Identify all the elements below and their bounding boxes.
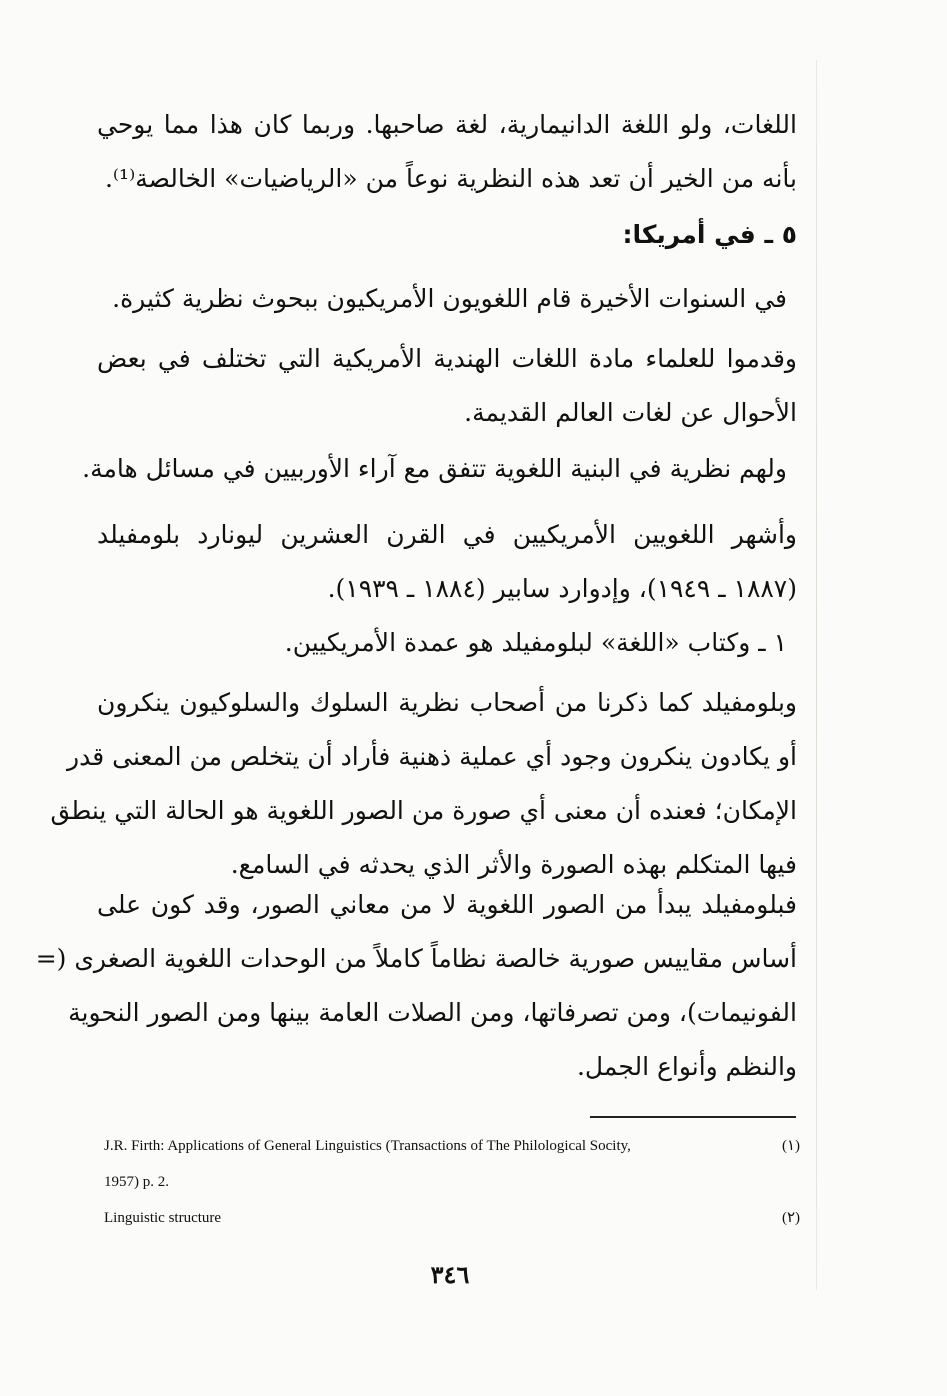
paragraph-7 (97, 616, 787, 670)
text-line: وأشهر اللغويين الأمريكيين في القرن العشرين ليونارد بلومفيلد (97, 520, 797, 549)
text-line: اللغات، ولو اللغة الدانيمارية، لغة صاحبها. وربما كان هذا مما يوحي (97, 110, 797, 139)
footnote-marker: (١) (781, 1138, 800, 1154)
footnote-text: 1957) p. 2. (104, 1174, 169, 1190)
section-heading (97, 208, 797, 262)
paragraph-6 (97, 508, 797, 616)
paragraph-3 (97, 272, 787, 326)
footnote-text: J.R. Firth: Applications of General Linguistics (Transactions of The Philological Socity, (104, 1138, 631, 1154)
paragraph-8 (50, 676, 797, 892)
text-line: ولهم نظرية في البنية اللغوية تتفق مع آراء الأوربيين في مسائل هامة. (82, 454, 787, 483)
page-fold-line (816, 60, 817, 1290)
text-line: أساس مقاييس صورية خالصة نظاماً كاملاً من الوحدات اللغوية الصغرى (= (35, 944, 797, 973)
text-line: بأنه من الخير أن تعد هذه النظرية نوعاً من «الرياضيات» الخالصة⁽¹⁾. (104, 164, 797, 193)
footnote-marker: (٢) (781, 1210, 800, 1226)
paragraph-4 (97, 332, 797, 440)
text-line: فيها المتكلم بهذه الصورة والأثر الذي يحدثه في السامع. (230, 850, 797, 879)
heading-text: ٥ ـ في أمريكا: (622, 220, 797, 249)
footnote-text: Linguistic structure (104, 1210, 222, 1226)
paragraph-1 (97, 98, 797, 206)
text-line: وقدموا للعلماء مادة اللغات الهندية الأمريكية التي تختلف في بعض (97, 344, 797, 373)
text-line: الأحوال عن لغات العالم القديمة. (464, 398, 797, 427)
text-line: أو يكادون ينكرون وجود أي عملية ذهنية فأراد أن يتخلص من المعنى قدر (67, 742, 797, 771)
paragraph-9 (35, 878, 797, 1094)
text-line: فبلومفيلد يبدأ من الصور اللغوية لا من معاني الصور، وقد كون على (97, 890, 797, 919)
text-line: في السنوات الأخيرة قام اللغويون الأمريكيون ببحوث نظرية كثيرة. (112, 284, 787, 313)
text-line: الإمكان؛ فعنده أن معنى أي صورة من الصور اللغوية هو الحالة التي ينطق (50, 796, 797, 825)
text-line: وبلومفيلد كما ذكرنا من أصحاب نظرية السلوك والسلوكيون ينكرون (97, 688, 797, 717)
text-line: (١٨٨٧ ـ ١٩٤٩)، وإدوارد سابير (١٨٨٤ ـ ١٩٣٩). (327, 574, 797, 603)
footnote-divider (590, 1116, 796, 1118)
paragraph-5 (82, 442, 787, 496)
page-number: ٣٤٦ (430, 1260, 470, 1289)
text-line: الفونيمات)، ومن تصرفاتها، ومن الصلات العامة بينها ومن الصور النحوية (68, 998, 797, 1027)
text-line: ١ ـ وكتاب «اللغة» لبلومفيلد هو عمدة الأمريكيين. (284, 628, 787, 657)
text-line: والنظم وأنواع الجمل. (576, 1052, 797, 1081)
